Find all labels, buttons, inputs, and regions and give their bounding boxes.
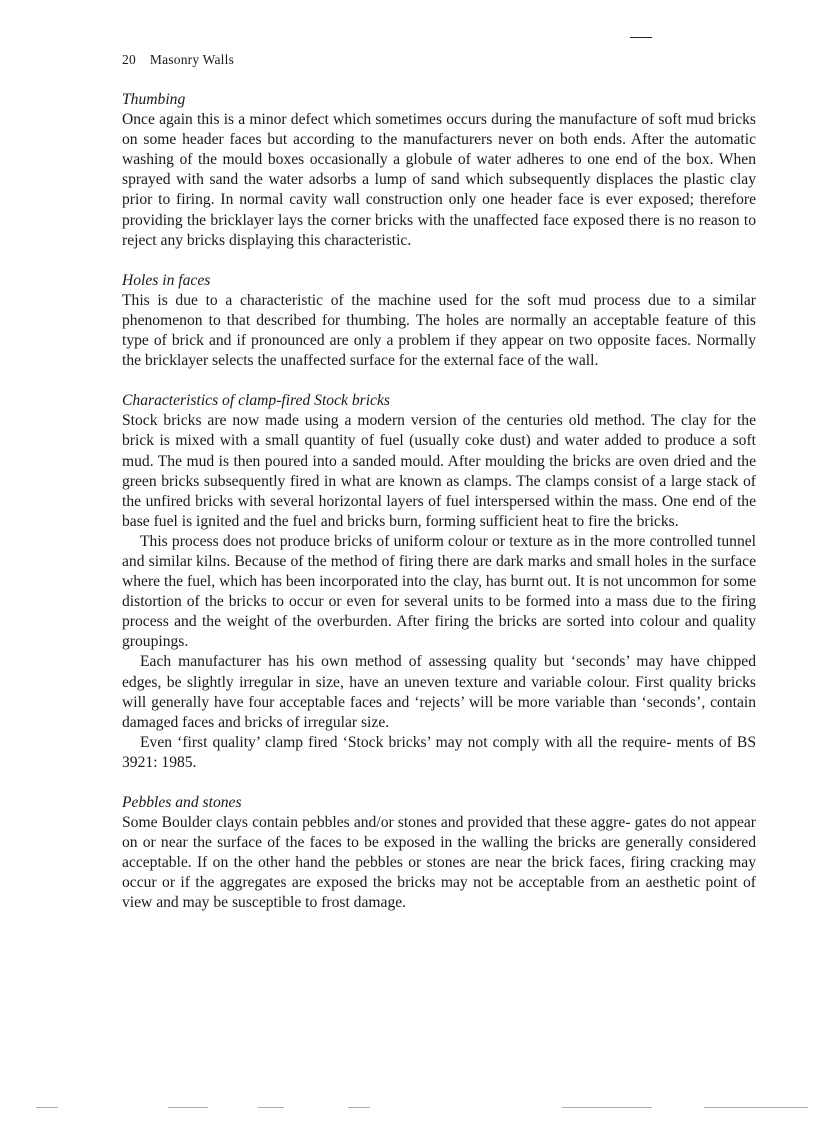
section-clamp-fired-stock-bricks: [122, 391, 756, 773]
paragraph: Some Boulder clays contain pebbles and/or stones and provided that these aggre- gates do not appear on or near the surface of the faces to be exposed in the walling the bricks are generally considered acceptable. If on the other hand the pebbles or stones are near the brick faces, firing cracking may occur or if the aggregates are exposed the bricks may not be acceptable from an aesthetic point of view and may be susceptible to frost damage.: [122, 814, 756, 912]
paragraph: This process does not produce bricks of uniform colour or texture as in the more controlled tunnel and similar kilns. Because of the method of firing there are dark marks and small holes in the surface where the fuel, which has been incorporated into the clay, has burnt out. It is not uncommon for some distortion of the bricks to occur or even for several units to be formed into a mass due to the firing process and the weight of the overburden. After firing the bricks are sorted into colour and quality groupings.: [122, 532, 756, 651]
section-heading: Holes in faces: [122, 271, 211, 289]
section-heading: Thumbing: [122, 91, 186, 108]
paragraph: This is due to a characteristic of the machine used for the soft mud process due to a similar phenomenon to that described for thumbing. The holes are normally an acceptable feature of this type of brick and if pronounced are only a problem if they appear on two opposite faces. Normally the bricklayer selects the unaffected surface for the external face of the wall.: [122, 291, 756, 370]
page-body: [122, 90, 756, 934]
paragraph: Even ‘first quality’ clamp fired ‘Stock bricks’ may not comply with all the require- ments of BS 3921: 1985.: [122, 733, 756, 771]
scan-mark: [704, 1107, 808, 1108]
section-heading: Characteristics of clamp-fired Stock bricks: [122, 392, 390, 410]
scan-mark: [348, 1107, 370, 1108]
top-rule: [630, 37, 652, 38]
section-heading: Pebbles and stones: [122, 794, 242, 811]
section-thumbing: [122, 90, 756, 251]
scan-mark: [168, 1107, 208, 1108]
running-head: [122, 52, 234, 68]
scan-artifact-marks: [0, 1107, 816, 1111]
paragraph: Once again this is a minor defect which sometimes occurs during the manufacture of soft mud bricks on some header faces but according to the manufacturers never on both ends. After the automatic washing of the mould boxes occasionally a globule of water adheres to one end of the box. When sprayed with sand the water adsorbs a lump of sand which subsequently displaces the plastic clay prior to firing. In normal cavity wall construction only one header face is ever exposed; therefore providing the bricklayer lays the corner bricks with the unaffected face exposed there is no reason to reject any bricks displaying this characteristic.: [122, 111, 756, 249]
scan-mark: [258, 1107, 284, 1108]
section-holes-in-faces: [122, 271, 756, 371]
running-title: Masonry Walls: [149, 52, 235, 67]
scan-mark: [562, 1107, 652, 1108]
paragraph: Stock bricks are now made using a modern version of the centuries old method. The clay for the brick is mixed with a small quantity of fuel (usually coke dust) and water added to produce a soft mud. The mud is then poured into a sanded mould. After moulding the bricks are oven dried and the green bricks subsequently fired in what are known as clamps. The clamps consist of a large stack of the unfired bricks with several horizontal layers of fuel interspersed within the mass. One end of the base fuel is ignited and the fuel and bricks burn, forming sufficient heat to fire the bricks.: [122, 412, 756, 530]
scan-mark: [36, 1107, 58, 1108]
page-number: 20: [122, 52, 136, 67]
section-pebbles-and-stones: [122, 793, 756, 914]
paragraph: Each manufacturer has his own method of assessing quality but ‘seconds’ may have chipped edges, be slightly irregular in size, have an uneven texture and variable colour. First quality bricks will generally have four acceptable faces and ‘rejects’ will be more variable than ‘seconds’, contain damaged faces and bricks of irregular size.: [122, 653, 756, 731]
